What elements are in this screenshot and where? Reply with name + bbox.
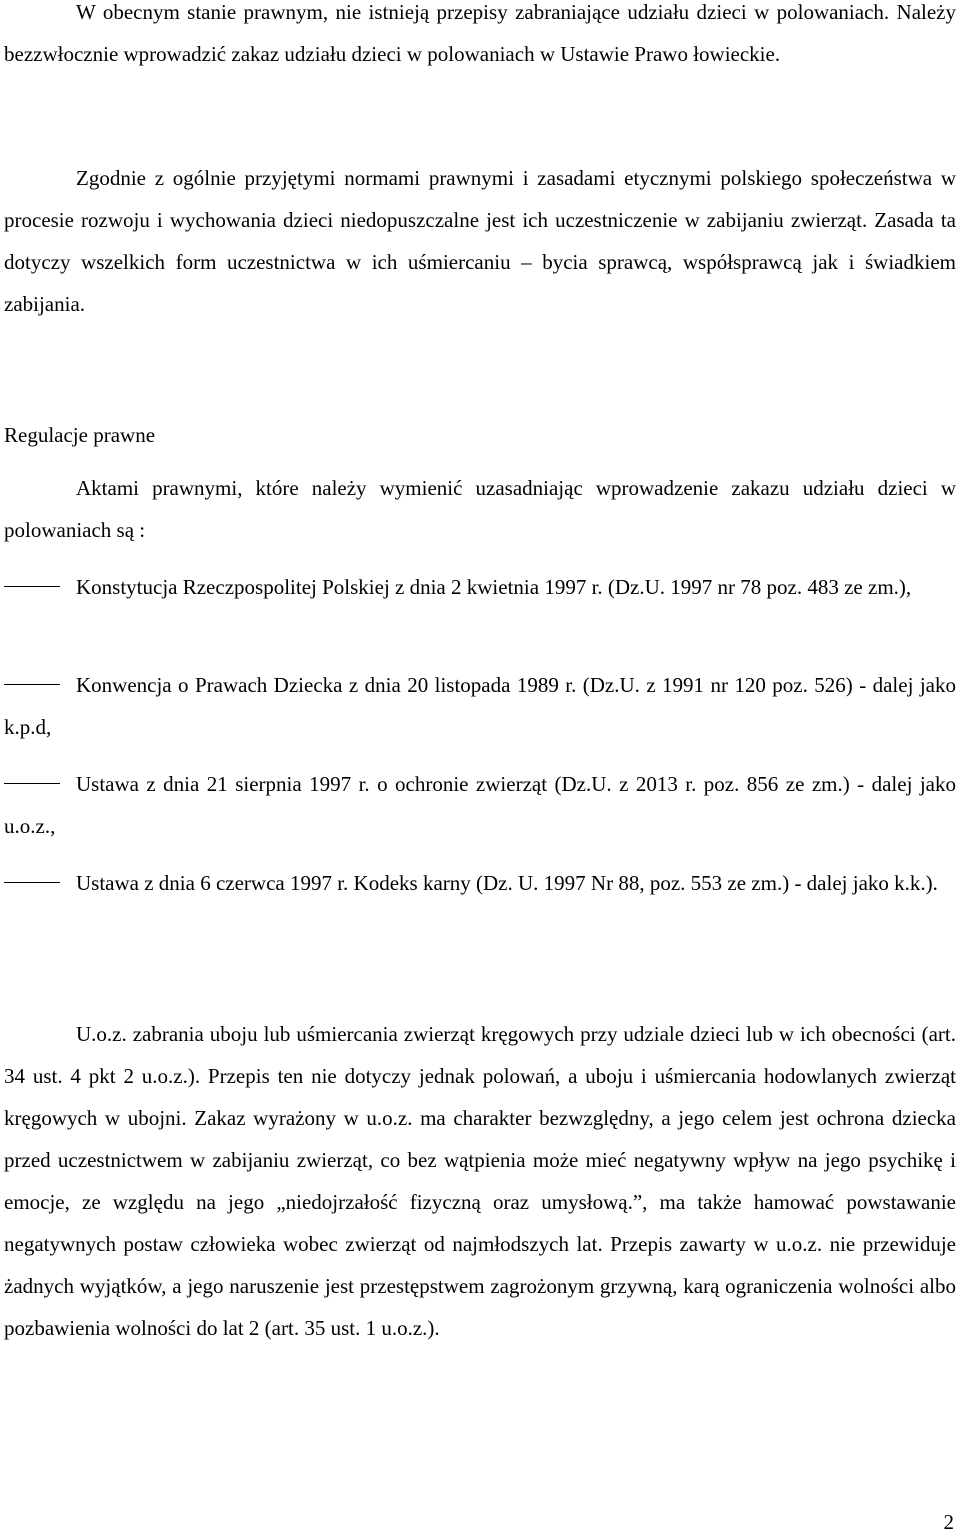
dash-bullet-icon [4,882,60,883]
intro-paragraph-1: W obecnym stanie prawnym, nie istnieją przepisy zabraniające udziału dzieci w polowaniach. Należy bezzwłocznie wprowadzić zakaz udziału dzieci w polowaniach w Ustawie Prawo łowieckie. [4,0,956,66]
dash-bullet-icon [4,684,60,685]
regulation-item-text: Konwencja o Prawach Dziecka z dnia 20 listopada 1989 r. (Dz.U. z 1991 nr 120 poz. 526) - dalej jako k.p.d, [4,673,956,739]
dash-bullet-icon [4,783,60,784]
regulation-item-text: Ustawa z dnia 21 sierpnia 1997 r. o ochronie zwierząt (Dz.U. z 2013 r. poz. 856 ze zm.) - dalej jako u.o.z., [4,772,956,838]
regulations-intro-paragraph: Aktami prawnymi, które należy wymienić uzasadniając wprowadzenie zakazu udziału dzieci w polowaniach są : [4,476,956,542]
uoz-paragraph: U.o.z. zabrania uboju lub uśmiercania zwierząt kręgowych przy udziale dzieci lub w ich obecności (art. 34 ust. 4 pkt 2 u.o.z.). Przepis ten nie dotyczy jednak polowań, a uboju i uśmiercania hodowlanych zwierząt kręgowych w ubojni. Zakaz wyrażony w u.o.z. ma charakter bezwzględny, a jego celem jest ochrona dziecka przed uczestnictwem w zabijaniu zwierząt, co bez wątpienia może mieć negatywny wpływ na jego psychikę i emocje, ze względu na jego „niedojrzałość fizyczną oraz umysłową.”, ma także hamować powstawanie negatywnych postaw człowieka wobec zwierząt od najmłodszych lat. Przepis zawarty w u.o.z. nie przewiduje żadnych wyjątków, a jego naruszenie jest przestępstwem zagrożonym grzywną, karą ograniczenia wolności albo pozbawienia wolności do lat 2 (art. 35 ust. 1 u.o.z.). [4,1022,956,1340]
regulation-item [4,763,956,847]
regulation-item [4,566,956,608]
regulation-item [4,664,956,748]
regulation-item [4,862,956,904]
regulation-item-text: Ustawa z dnia 6 czerwca 1997 r. Kodeks karny (Dz. U. 1997 Nr 88, poz. 553 ze zm.) - dalej jako k.k.). [76,871,938,895]
intro-paragraph-2: Zgodnie z ogólnie przyjętymi normami prawnymi i zasadami etycznymi polskiego społeczeństwa w procesie rozwoju i wychowania dzieci niedopuszczalne jest ich uczestniczenie w zabijaniu zwierząt. Zasada ta dotyczy wszelkich form uczestnictwa w ich uśmiercaniu – bycia sprawcą, współsprawcą jak i świadkiem zabijania. [4,166,956,316]
regulation-item-text: Konstytucja Rzeczpospolitej Polskiej z dnia 2 kwietnia 1997 r. (Dz.U. 1997 nr 78 poz. 483 ze zm.), [76,575,912,599]
page-number: 2 [943,1510,954,1534]
section-heading: Regulacje prawne [4,423,156,447]
dash-bullet-icon [4,586,60,587]
